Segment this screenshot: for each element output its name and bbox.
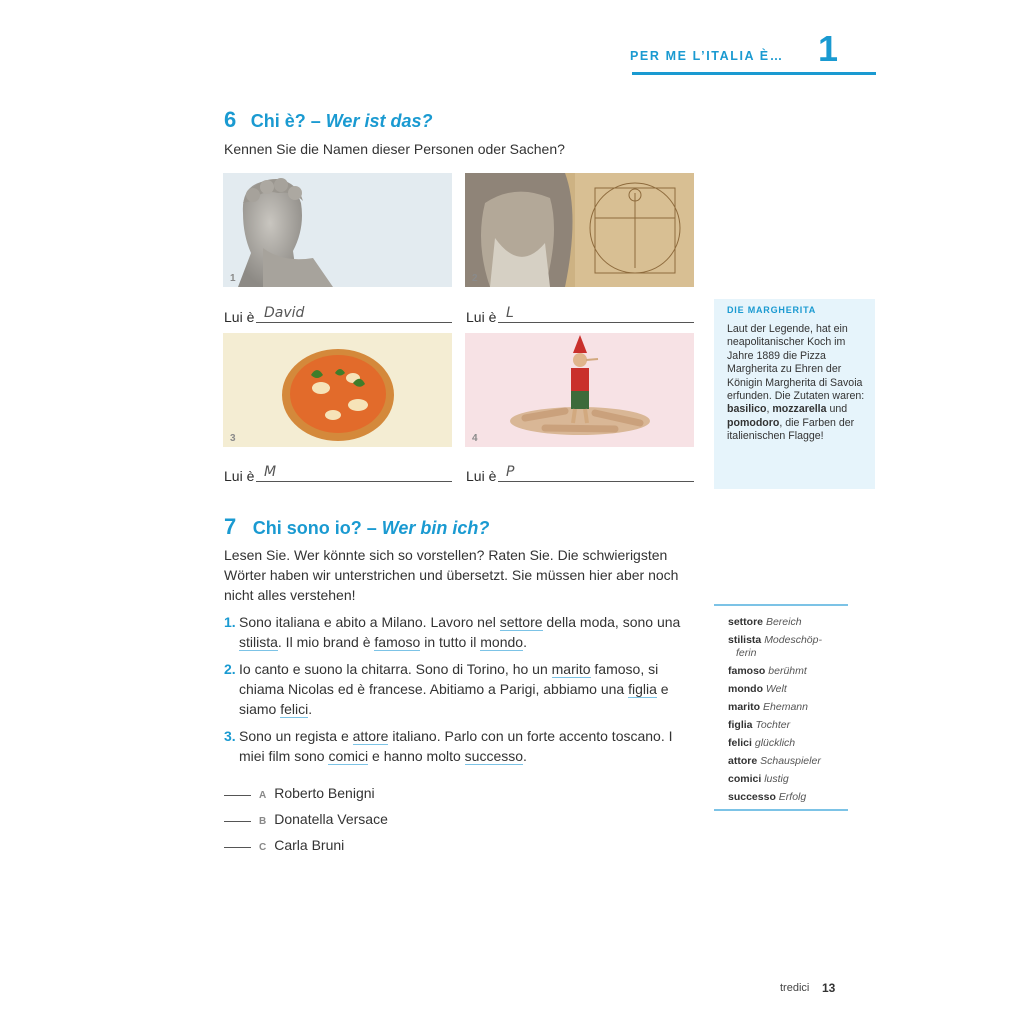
photo-number: 3 xyxy=(230,433,236,444)
glossary-entry: famoso berühmt xyxy=(728,665,807,677)
answer-blank[interactable] xyxy=(224,821,251,822)
handwritten-answer: P xyxy=(506,464,515,480)
ex7-title: Chi sono io? – Wer bin ich? xyxy=(252,518,490,538)
answer-label: Lui è xyxy=(466,309,497,325)
photo-number: 2 xyxy=(472,273,478,284)
photo-number: 1 xyxy=(230,273,236,284)
answer-label: Lui è xyxy=(224,468,255,484)
glossary-entry: comici lustig xyxy=(728,773,789,785)
photo-number: 4 xyxy=(472,433,478,444)
handwritten-answer: M xyxy=(264,464,277,480)
ex7-text-2: 2. Io canto e suono la chitarra. Sono di Torino, ho un marito famoso, si chiama Nicolas ed è francese. Abitiamo a Parigi, abbiamo una figlia e siamo felici. xyxy=(224,661,669,717)
glossary-top-rule xyxy=(714,604,848,606)
choice-c[interactable]: C Carla Bruni xyxy=(224,837,344,857)
chapter-title: PER ME L’ITALIA È… xyxy=(630,49,784,63)
glossary-entry: settore Bereich xyxy=(728,616,802,628)
answer-label: Lui è xyxy=(466,468,497,484)
answer-blank[interactable] xyxy=(224,847,251,848)
header-rule xyxy=(632,72,876,75)
choice-b[interactable]: B Donatella Versace xyxy=(224,811,388,831)
glossary-entry: marito Ehemann xyxy=(728,701,808,713)
ex7-number: 7 xyxy=(224,514,237,539)
page-number-word: tredici xyxy=(780,982,810,994)
answer-blank[interactable] xyxy=(224,795,251,796)
answer-label: Lui è xyxy=(224,309,255,325)
chapter-number: 1 xyxy=(818,28,839,69)
photo-pinocchio xyxy=(465,333,694,447)
ex6-instruction: Kennen Sie die Namen dieser Personen oder Sachen? xyxy=(224,141,565,157)
ex7-heading xyxy=(224,514,489,540)
photo-leonardo xyxy=(465,173,694,287)
answer-line-1[interactable] xyxy=(224,303,452,325)
answer-line-4[interactable] xyxy=(466,462,694,484)
ex7-text-3: 3. Sono un regista e attore italiano. Parlo con un forte accento toscano. I miei film sono comici e hanno molto successo. xyxy=(224,728,673,764)
glossary-entry: felici glücklich xyxy=(728,737,796,749)
photo-pizza xyxy=(223,333,452,447)
glossary-entry: mondo Welt xyxy=(728,683,787,695)
glossary-entry: attore Schauspieler xyxy=(728,755,821,767)
handwritten-answer: David xyxy=(264,305,305,321)
info-box-text: Laut der Legende, hat ein neapolitanischer Koch im Jahre 1889 die Pizza Margherita zu Ehren der Königin Margherita di Savoia erfunden. Die Zutaten waren: basilico, mozzarella und pomodoro, die Farben der italienischen Flagge! xyxy=(727,323,865,443)
info-box-title: DIE MARGHERITA xyxy=(727,305,817,315)
glossary-entry: successo Erfolg xyxy=(728,791,807,803)
choice-a[interactable]: A Roberto Benigni xyxy=(224,785,375,805)
handwritten-answer: L xyxy=(506,305,514,321)
photo-david xyxy=(223,173,452,287)
ex6-title: Chi è? – Wer ist das? xyxy=(250,111,433,131)
info-box-margherita xyxy=(714,299,875,489)
ex7-text-1: 1. Sono italiana e abito a Milano. Lavoro nel settore della moda, sono una stilista. Il mio brand è famoso in tutto il mondo. xyxy=(224,614,681,650)
answer-line-3[interactable] xyxy=(224,462,452,484)
ex6-heading xyxy=(224,107,432,133)
glossary-bottom-rule xyxy=(714,809,848,811)
page-number: 13 xyxy=(822,981,836,995)
glossary-entry: figlia Tochter xyxy=(728,719,791,731)
glossary-entry: stilista Modeschöp- ferin xyxy=(728,634,822,659)
ex6-number: 6 xyxy=(224,107,237,132)
ex7-instruction: Lesen Sie. Wer könnte sich so vorstellen? Raten Sie. Die schwierigsten Wörter haben wir unterstrichen und übersetzt. Sie müssen hier aber noch nicht alles verstehen! xyxy=(224,547,679,603)
answer-line-2[interactable] xyxy=(466,303,694,325)
